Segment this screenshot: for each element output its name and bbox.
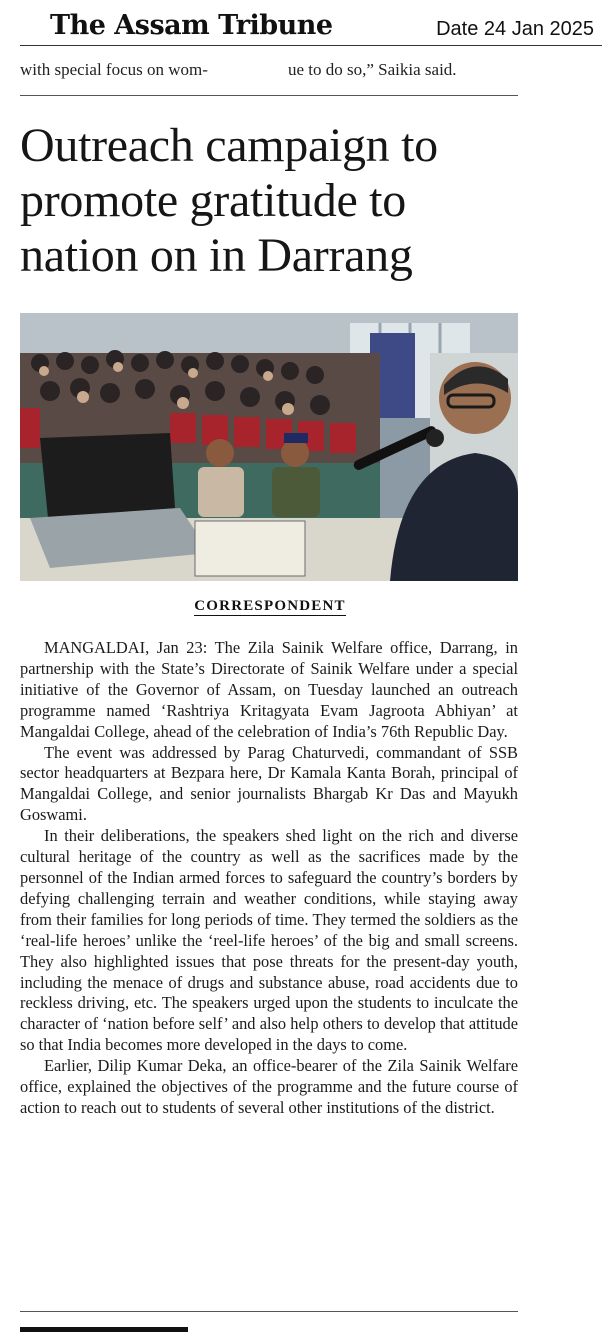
previous-story-fragment	[20, 60, 520, 84]
previous-story-col2: ue to do so,” Saikia said.	[288, 60, 457, 79]
article-headline: Outreach campaign to promote gratitude to nation on in Darrang	[20, 119, 438, 282]
section-divider-top	[20, 95, 518, 96]
article-paragraph: Earlier, Dilip Kumar Deka, an office-bearer of the Zila Sainik Welfare office, explained the objectives of the programme and the future course of action to reach out to students of several other institutions of the district.	[20, 1056, 518, 1117]
next-section-bar	[20, 1327, 188, 1332]
section-divider-bottom	[20, 1311, 518, 1312]
byline-text: CORRESPONDENT	[194, 598, 346, 614]
publication-date: Date 24 Jan 2025	[436, 18, 594, 40]
previous-story-col1: with special focus on wom-	[20, 60, 208, 79]
article-paragraph: In their deliberations, the speakers shed light on the rich and diverse cultural heritage of the country as well as the sacrifices made by the personnel of the Indian armed forces to safeguard the country’s borders by defying challenging terrain and weather conditions, while staying away from their families for long periods of time. They termed the soldiers as the ‘real-life heroes’ unlike the ‘reel-life heroes’ of the big and small screens. They also highlighted issues that pose threats for the present-day youth, including the menace of drugs and substance abuse, road accidents due to reckless driving, etc. The speakers urged upon the students to inculcate the character of ‘nation before self’ and also help others to develop that attitude so that India becomes more developed in the days to come.	[20, 826, 518, 1055]
article-paragraph: The event was addressed by Parag Chaturvedi, commandant of SSB sector headquarters at Bezpara here, Dr Kamala Kanta Borah, principal of Mangaldai College, and senior journalists Bhargab Kr Das and Mayukh Goswami.	[20, 742, 518, 825]
masthead	[0, 0, 608, 46]
article-body	[20, 638, 518, 1119]
article-photo	[20, 313, 518, 581]
article-paragraph: MANGALDAI, Jan 23: The Zila Sainik Welfare office, Darrang, in partnership with the State’s Directorate of Sainik Welfare under a special initiative of the Governor of Assam, on Tuesday launched an outreach programme named ‘Rashtriya Kritagyata Evam Jagroota Abhiyan’ at Mangaldai College, ahead of the celebration of India’s 76th Republic Day.	[20, 638, 518, 741]
newspaper-logo: The Assam Tribune	[50, 10, 333, 41]
article-byline	[0, 598, 540, 615]
masthead-rule	[20, 45, 602, 46]
